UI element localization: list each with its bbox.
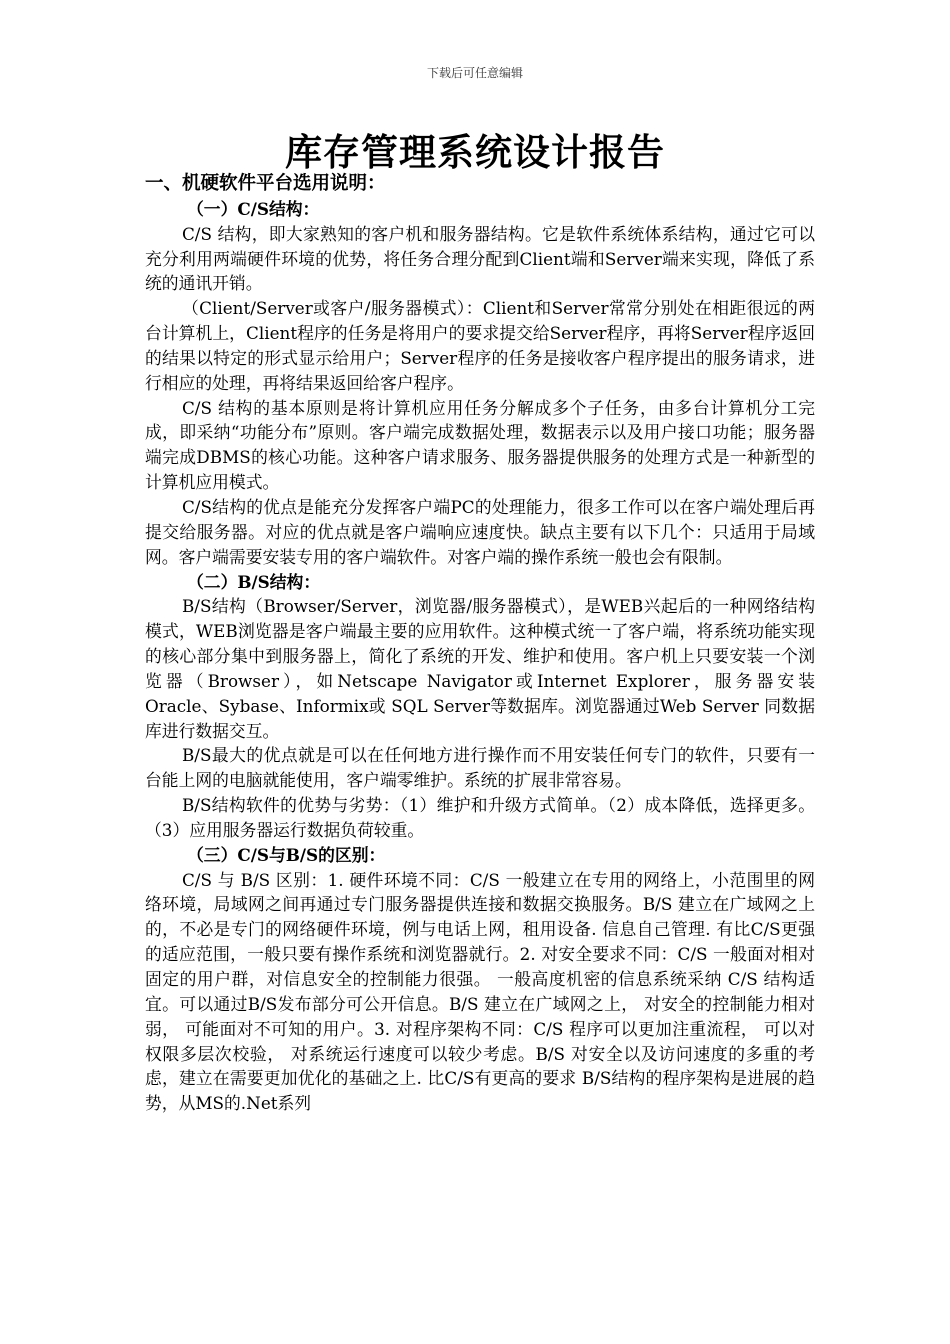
paragraph: B/S结构（Browser/Server，浏览器/服务器模式），是WEB兴起后的一种网络结构模式，WEB浏览器是客户端最主要的应用软件。这种模式统一了客户端，将系统功能实现的核心部分集中到服务器上，简化了系统的开发、维护和使用。客户机上只要安装一个浏览器（Browser），如Netscape Navigator或Internet Explorer，服务器安装Oracle、Sybase、Informix或 SQL Server等数据库。浏览器通过Web Server 同数据库进行数据交互。 <box>145 596 815 741</box>
document-body <box>145 172 815 1116</box>
document-title: 库存管理系统设计报告 <box>285 130 665 174</box>
paragraph: C/S 结构的基本原则是将计算机应用任务分解成多个子任务，由多台计算机分工完成，即采纳“功能分布”原则。客户端完成数据处理，数据表示以及用户接口功能；服务器端完成DBMS的核心功能。这种客户请求服务、服务器提供服务的处理方式是一种新型的计算机应用模式。 <box>145 397 815 493</box>
section-heading: 一、机硬软件平台选用说明： <box>145 173 386 194</box>
paragraph: C/S 与 B/S 区别：1. 硬件环境不同：C/S 一般建立在专用的网络上，小范围里的网络环境，局域网之间再通过专门服务器提供连接和数据交换服务。B/S 建立在广域网之上的，不必是专门的网络硬件环境，例与电话上网，租用设备. 信息自己管理. 有比C/S更强的适应范围，一般只要有操作系统和浏览器就行。2. 对安全要求不同：C/S 一般面对相对固定的用户群，对信息安全的控制能力很强。 一般高度机密的信息系统采纳 C/S 结构适宜。可以通过B/S发布部分可公开信息。B/S 建立在广域网之上， 对安全的控制能力相对弱， 可能面对不可知的用户。3. 对程序架构不同：C/S 程序可以更加注重流程， 可以对权限多层次校验， 对系统运行速度可以较少考虑。B/S 对安全以及访问速度的多重的考虑，建立在需要更加优化的基础之上. 比C/S有更高的要求 B/S结构的程序架构是进展的趋势，从MS的.Net系列 <box>145 869 815 1114</box>
paragraph: （Client/Server或客户/服务器模式）：Client和Server常常分别处在相距很远的两台计算机上，Client程序的任务是将用户的要求提交给Server程序，再将Server程序返回的结果以特定的形式显示给用户；Server程序的任务是接收客户程序提出的服务请求，进行相应的处理，再将结果返回给客户程序。 <box>145 298 815 393</box>
paragraph: C/S结构的优点是能充分发挥客户端PC的处理能力，很多工作可以在客户端处理后再提交给服务器。对应的优点就是客户端响应速度快。缺点主要有以下几个：只适用于局域网。客户端需要安装专用的客户端软件。对客户端的操作系统一般也会有限制。 <box>145 496 815 567</box>
paragraph: B/S最大的优点就是可以在任何地方进行操作而不用安装任何专门的软件，只要有一台能上网的电脑就能使用，客户端零维护。系统的扩展非常容易。 <box>145 745 815 791</box>
page-header: 下载后可任意编辑 <box>426 66 523 80</box>
paragraph: B/S结构软件的优势与劣势：（1）维护和升级方式简单。（2）成本降低，选择更多。（3）应用服务器运行数据负荷较重。 <box>145 795 815 840</box>
paragraph: C/S 结构，即大家熟知的客户机和服务器结构。它是软件系统体系结构，通过它可以充分利用两端硬件环境的优势，将任务合理分配到Client端和Server端来实现，降低了系统的通讯开销。 <box>145 223 815 294</box>
subsection-heading-cs: （一）C/S结构： <box>187 198 320 219</box>
subsection-heading-diff: （三）C/S与B/S的区别： <box>187 844 386 865</box>
subsection-heading-bs: （二）B/S结构： <box>187 571 321 592</box>
